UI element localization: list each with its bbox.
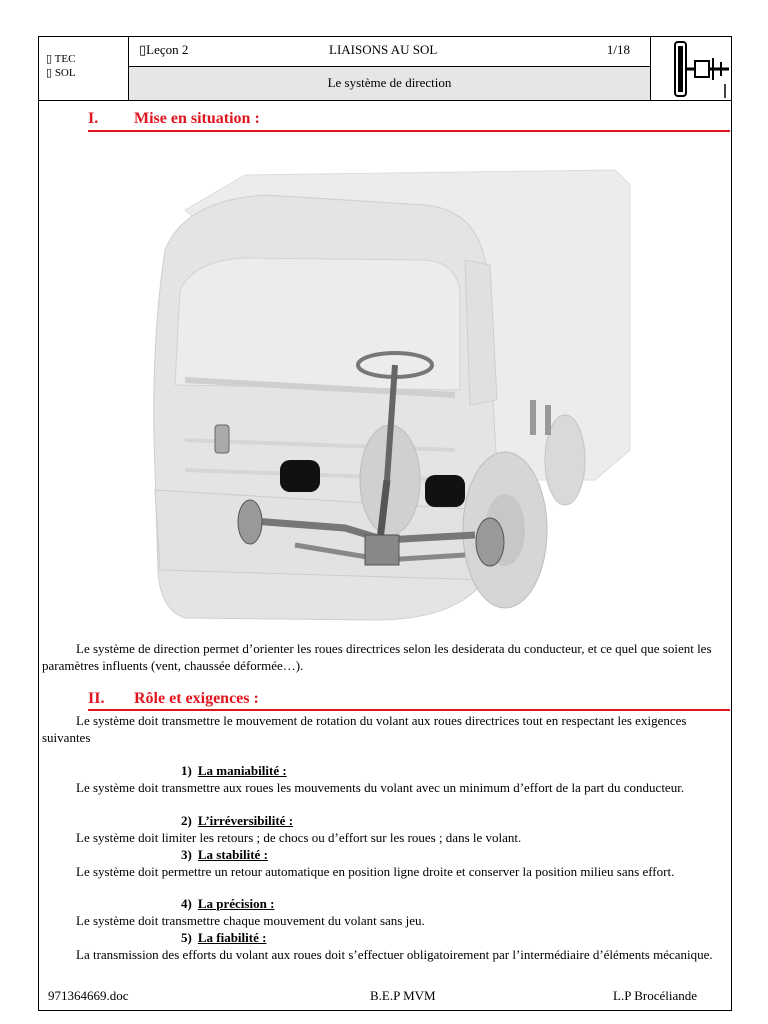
- section-1-paragraph: Le système de direction permet d’orienter les roues directrices selon les desiderata du conducteur, et ce quel que soient les paramètres influents (vent, chaussée déformée…).: [42, 641, 712, 673]
- requirement-4-heading: 4) La précision :: [181, 896, 275, 911]
- header-sol: SOL: [54, 67, 76, 79]
- checkbox-icon: ▯: [46, 67, 53, 79]
- section-1-rule: [88, 130, 730, 132]
- requirement-2-text: Le système doit limiter les retours ; de chocs ou d’effort sur les roues ; dans le volant.: [76, 830, 522, 845]
- header-tec: TEC: [54, 53, 76, 65]
- requirement-2-heading: 2) L’irréversibilité :: [181, 813, 294, 828]
- document-title: LIAISONS AU SOL: [329, 42, 438, 57]
- footer-filename: 971364669.doc: [48, 988, 129, 1003]
- footer-school: L.P Brocéliande: [613, 988, 697, 1003]
- wheel-axle-icon: [651, 36, 732, 101]
- document-subtitle: Le système de direction: [129, 67, 651, 101]
- section-2-number: II.: [88, 690, 105, 707]
- section-1-title: Mise en situation :: [134, 110, 260, 127]
- requirement-5-heading: 5) La fiabilité :: [181, 930, 267, 945]
- requirement-3-heading: 3) La stabilité :: [181, 847, 268, 862]
- section-2-heading: [88, 690, 259, 708]
- requirement-3-text: Le système doit permettre un retour automatique en position ligne droite et conserver la position milieu sans effort.: [76, 864, 675, 879]
- requirement-4-text: Le système doit transmettre chaque mouvement du volant sans jeu.: [76, 913, 425, 928]
- section-2-title: Rôle et exigences :: [134, 690, 259, 707]
- requirement-1-text: Le système doit transmettre aux roues les mouvements du volant avec un minimum d’effort de la part du conducteur.: [76, 780, 685, 795]
- section-1-number: I.: [88, 110, 99, 127]
- section-1-heading: [88, 110, 260, 128]
- page-number: 1/18: [606, 42, 630, 57]
- logo-cell: [651, 36, 732, 101]
- header-table: [38, 36, 732, 101]
- requirement-5-text: La transmission des efforts du volant aux roues doit s’effectuer obligatoirement par l’intermédiaire d’éléments mécanique.: [76, 947, 713, 962]
- lesson-label: ▯Leçon 2: [139, 42, 189, 57]
- checkbox-icon: ▯: [46, 53, 53, 65]
- requirement-1-heading: 1) La maniabilité :: [181, 763, 287, 778]
- header-left-cell: [38, 36, 129, 101]
- section-2-intro: Le système doit transmettre le mouvement de rotation du volant aux roues directrices tout en respectant les exigences suivantes: [42, 713, 687, 745]
- header-top-cell: [129, 36, 651, 67]
- footer-course: B.E.P MVM: [370, 988, 436, 1003]
- checkbox-icon: ▯: [139, 42, 147, 57]
- truck-steering-illustration: [125, 150, 645, 630]
- section-2-rule: [88, 709, 730, 711]
